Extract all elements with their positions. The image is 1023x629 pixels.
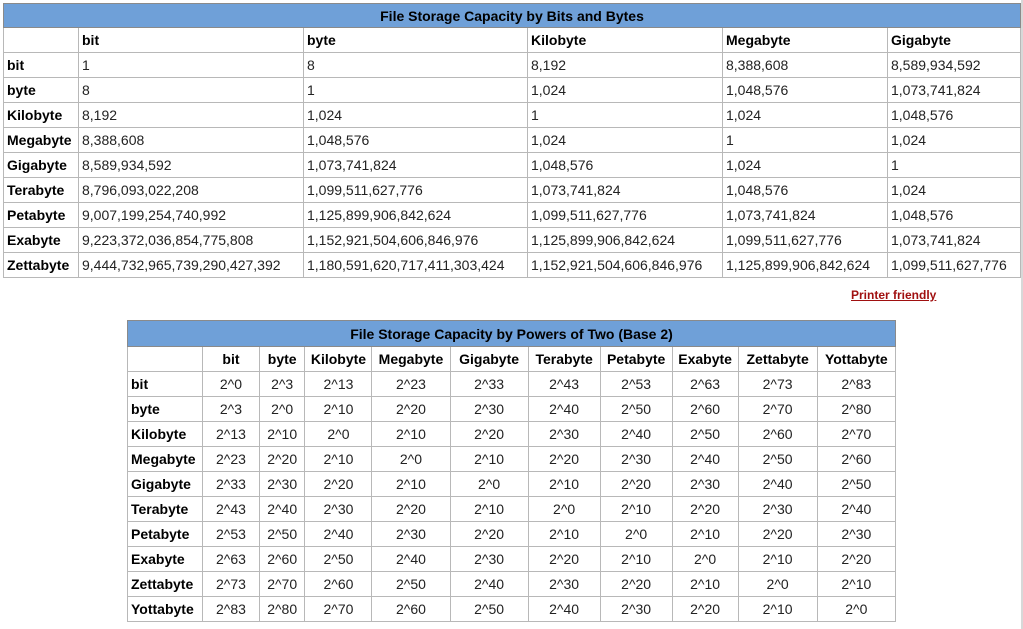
table-row xyxy=(128,472,896,497)
table-cell: 2^30 xyxy=(259,472,305,497)
table-cell: 2^40 xyxy=(305,522,372,547)
column-header: Exabyte xyxy=(672,347,738,372)
table-cell: 2^20 xyxy=(528,447,600,472)
table-cell: 2^0 xyxy=(672,547,738,572)
table-cell: 2^0 xyxy=(259,397,305,422)
table-cell: 1,099,511,627,776 xyxy=(888,253,1021,278)
column-header: Petabyte xyxy=(600,347,672,372)
table-cell: 2^60 xyxy=(305,572,372,597)
table-cell: 2^20 xyxy=(672,597,738,622)
table-cell: 2^10 xyxy=(600,497,672,522)
table-cell: 2^30 xyxy=(450,397,528,422)
powers-of-two-table xyxy=(127,320,896,622)
table-cell: 1,048,576 xyxy=(528,153,723,178)
table-cell: 1,099,511,627,776 xyxy=(723,228,888,253)
table-cell: 2^50 xyxy=(450,597,528,622)
column-header: Terabyte xyxy=(528,347,600,372)
table-cell: 1,024 xyxy=(888,128,1021,153)
header-row xyxy=(128,347,896,372)
table-title: File Storage Capacity by Bits and Bytes xyxy=(4,4,1021,28)
table-cell: 1,048,576 xyxy=(723,78,888,103)
table-cell: 2^10 xyxy=(600,547,672,572)
row-header: bit xyxy=(128,372,203,397)
column-header: byte xyxy=(304,28,528,53)
table-cell: 2^70 xyxy=(305,597,372,622)
table-cell: 1,073,741,824 xyxy=(888,228,1021,253)
table-cell: 2^40 xyxy=(259,497,305,522)
table-cell: 2^10 xyxy=(259,422,305,447)
row-header: byte xyxy=(128,397,203,422)
table-row xyxy=(128,372,896,397)
table-cell: 1,024 xyxy=(723,103,888,128)
row-header: Kilobyte xyxy=(4,103,79,128)
table-cell: 9,007,199,254,740,992 xyxy=(79,203,304,228)
table-cell: 1 xyxy=(79,53,304,78)
table-cell: 2^30 xyxy=(528,572,600,597)
table-cell: 2^50 xyxy=(672,422,738,447)
table-cell: 2^10 xyxy=(450,447,528,472)
table-cell: 2^70 xyxy=(738,397,817,422)
table-cell: 2^40 xyxy=(672,447,738,472)
table-cell: 2^50 xyxy=(259,522,305,547)
table-cell: 1,048,576 xyxy=(888,103,1021,128)
table-cell: 1,125,899,906,842,624 xyxy=(304,203,528,228)
table-cell: 2^63 xyxy=(203,547,260,572)
table-row xyxy=(4,178,1021,203)
table-cell: 2^60 xyxy=(372,597,450,622)
table-cell: 1,024 xyxy=(528,128,723,153)
column-header: bit xyxy=(79,28,304,53)
table-cell: 2^30 xyxy=(450,547,528,572)
table-cell: 2^0 xyxy=(450,472,528,497)
table-row xyxy=(128,597,896,622)
table-cell: 2^80 xyxy=(259,597,305,622)
table-cell: 2^3 xyxy=(203,397,260,422)
table-cell: 2^30 xyxy=(372,522,450,547)
column-header: byte xyxy=(259,347,305,372)
table-cell: 1,024 xyxy=(888,178,1021,203)
row-header: Zettabyte xyxy=(128,572,203,597)
table-row xyxy=(4,253,1021,278)
table-cell: 8,796,093,022,208 xyxy=(79,178,304,203)
row-header: Yottabyte xyxy=(128,597,203,622)
table-row xyxy=(128,547,896,572)
table-cell: 2^53 xyxy=(600,372,672,397)
header-row xyxy=(4,28,1021,53)
table-cell: 2^0 xyxy=(738,572,817,597)
table-cell: 2^20 xyxy=(600,572,672,597)
table-cell: 8,388,608 xyxy=(79,128,304,153)
table-cell: 2^40 xyxy=(372,547,450,572)
table-cell: 2^20 xyxy=(259,447,305,472)
row-header: Exabyte xyxy=(4,228,79,253)
column-header: Megabyte xyxy=(723,28,888,53)
table-cell: 1 xyxy=(723,128,888,153)
bits-bytes-table xyxy=(3,3,1021,278)
table-cell: 2^70 xyxy=(817,422,895,447)
table-cell: 2^20 xyxy=(528,547,600,572)
table-cell: 2^30 xyxy=(817,522,895,547)
table-cell: 2^50 xyxy=(817,472,895,497)
table-row xyxy=(128,497,896,522)
table-cell: 8,192 xyxy=(79,103,304,128)
table-cell: 1,152,921,504,606,846,976 xyxy=(304,228,528,253)
table-cell: 1,024 xyxy=(723,153,888,178)
table-cell: 2^53 xyxy=(203,522,260,547)
row-header: Exabyte xyxy=(128,547,203,572)
table-row xyxy=(4,203,1021,228)
table-row xyxy=(128,397,896,422)
table-cell: 2^23 xyxy=(372,372,450,397)
table-cell: 1,125,899,906,842,624 xyxy=(723,253,888,278)
table-title: File Storage Capacity by Powers of Two (Base 2) xyxy=(128,321,896,347)
table-cell: 2^83 xyxy=(203,597,260,622)
table-cell: 2^0 xyxy=(600,522,672,547)
corner-cell xyxy=(128,347,203,372)
corner-cell xyxy=(4,28,79,53)
table-cell: 1,073,741,824 xyxy=(304,153,528,178)
row-header: Gigabyte xyxy=(4,153,79,178)
table-cell: 2^20 xyxy=(450,522,528,547)
table-cell: 2^43 xyxy=(203,497,260,522)
table-cell: 2^10 xyxy=(528,522,600,547)
table-cell: 2^10 xyxy=(305,447,372,472)
table-cell: 2^10 xyxy=(372,422,450,447)
table-cell: 2^50 xyxy=(738,447,817,472)
table-cell: 2^73 xyxy=(203,572,260,597)
table-cell: 2^13 xyxy=(305,372,372,397)
table-cell: 2^30 xyxy=(738,497,817,522)
table-cell: 2^30 xyxy=(672,472,738,497)
table-cell: 2^30 xyxy=(600,447,672,472)
table-cell: 2^70 xyxy=(259,572,305,597)
table-cell: 1,099,511,627,776 xyxy=(304,178,528,203)
table-cell: 2^30 xyxy=(600,597,672,622)
row-header: Terabyte xyxy=(4,178,79,203)
row-header: Megabyte xyxy=(4,128,79,153)
table-cell: 2^10 xyxy=(738,597,817,622)
table-cell: 2^50 xyxy=(372,572,450,597)
table-cell: 8,192 xyxy=(528,53,723,78)
table-cell: 8,388,608 xyxy=(723,53,888,78)
table-cell: 2^40 xyxy=(817,497,895,522)
table-cell: 2^0 xyxy=(203,372,260,397)
table-cell: 2^20 xyxy=(305,472,372,497)
table-row xyxy=(4,128,1021,153)
table-row xyxy=(128,447,896,472)
table-cell: 1,099,511,627,776 xyxy=(528,203,723,228)
table-cell: 2^10 xyxy=(672,522,738,547)
table-cell: 1,048,576 xyxy=(304,128,528,153)
table-cell: 2^83 xyxy=(817,372,895,397)
table-cell: 2^60 xyxy=(259,547,305,572)
table-cell: 9,223,372,036,854,775,808 xyxy=(79,228,304,253)
table-cell: 1,152,921,504,606,846,976 xyxy=(528,253,723,278)
table-cell: 2^40 xyxy=(450,572,528,597)
table-cell: 2^40 xyxy=(600,422,672,447)
table-cell: 8 xyxy=(304,53,528,78)
table-row xyxy=(128,422,896,447)
row-header: Petabyte xyxy=(4,203,79,228)
column-header: Zettabyte xyxy=(738,347,817,372)
printer-friendly-link[interactable]: Printer friendly xyxy=(851,288,937,302)
table-cell: 2^30 xyxy=(528,422,600,447)
table-cell: 2^10 xyxy=(372,472,450,497)
table-cell: 8,589,934,592 xyxy=(888,53,1021,78)
table-cell: 1,048,576 xyxy=(723,178,888,203)
table-cell: 1 xyxy=(304,78,528,103)
table-cell: 2^0 xyxy=(528,497,600,522)
row-header: Terabyte xyxy=(128,497,203,522)
table-cell: 1 xyxy=(888,153,1021,178)
table-cell: 1,180,591,620,717,411,303,424 xyxy=(304,253,528,278)
table-cell: 2^33 xyxy=(450,372,528,397)
table-cell: 2^0 xyxy=(305,422,372,447)
table-cell: 2^50 xyxy=(600,397,672,422)
table-cell: 2^33 xyxy=(203,472,260,497)
column-header: Kilobyte xyxy=(305,347,372,372)
table-cell: 8 xyxy=(79,78,304,103)
table-cell: 1,073,741,824 xyxy=(888,78,1021,103)
table-cell: 1,125,899,906,842,624 xyxy=(528,228,723,253)
row-header: bit xyxy=(4,53,79,78)
row-header: Zettabyte xyxy=(4,253,79,278)
row-header: byte xyxy=(4,78,79,103)
table-cell: 2^10 xyxy=(817,572,895,597)
table-cell: 2^60 xyxy=(738,422,817,447)
table-cell: 2^3 xyxy=(259,372,305,397)
table-cell: 1 xyxy=(528,103,723,128)
column-header: Kilobyte xyxy=(528,28,723,53)
table-cell: 2^40 xyxy=(528,397,600,422)
row-header: Kilobyte xyxy=(128,422,203,447)
table-row xyxy=(128,522,896,547)
table-cell: 8,589,934,592 xyxy=(79,153,304,178)
table-cell: 2^10 xyxy=(672,572,738,597)
table-cell: 2^60 xyxy=(817,447,895,472)
table-row xyxy=(4,153,1021,178)
table-cell: 2^60 xyxy=(672,397,738,422)
table-cell: 2^63 xyxy=(672,372,738,397)
table-cell: 2^40 xyxy=(528,597,600,622)
table-cell: 2^20 xyxy=(450,422,528,447)
table-cell: 2^20 xyxy=(817,547,895,572)
table-cell: 2^43 xyxy=(528,372,600,397)
table-cell: 2^20 xyxy=(738,522,817,547)
row-header: Megabyte xyxy=(128,447,203,472)
row-header: Gigabyte xyxy=(128,472,203,497)
table-cell: 2^10 xyxy=(305,397,372,422)
table-cell: 1,048,576 xyxy=(888,203,1021,228)
table-cell: 2^10 xyxy=(528,472,600,497)
table-cell: 2^20 xyxy=(372,397,450,422)
table-cell: 9,444,732,965,739,290,427,392 xyxy=(79,253,304,278)
row-header: Petabyte xyxy=(128,522,203,547)
table-cell: 2^0 xyxy=(817,597,895,622)
table-cell: 2^23 xyxy=(203,447,260,472)
table-cell: 1,024 xyxy=(304,103,528,128)
table-cell: 2^20 xyxy=(672,497,738,522)
table-cell: 2^0 xyxy=(372,447,450,472)
table-cell: 2^13 xyxy=(203,422,260,447)
table-cell: 1,073,741,824 xyxy=(528,178,723,203)
table-cell: 2^30 xyxy=(305,497,372,522)
table-row xyxy=(128,572,896,597)
table-row xyxy=(4,53,1021,78)
column-header: Yottabyte xyxy=(817,347,895,372)
table-row xyxy=(4,103,1021,128)
table-cell: 2^50 xyxy=(305,547,372,572)
table-cell: 2^20 xyxy=(372,497,450,522)
table-cell: 2^40 xyxy=(738,472,817,497)
column-header: Gigabyte xyxy=(888,28,1021,53)
table-cell: 2^73 xyxy=(738,372,817,397)
column-header: Megabyte xyxy=(372,347,450,372)
table-cell: 2^20 xyxy=(600,472,672,497)
column-header: Gigabyte xyxy=(450,347,528,372)
table-row xyxy=(4,78,1021,103)
table-cell: 2^10 xyxy=(738,547,817,572)
table-cell: 2^10 xyxy=(450,497,528,522)
table-cell: 2^80 xyxy=(817,397,895,422)
column-header: bit xyxy=(203,347,260,372)
table-cell: 1,073,741,824 xyxy=(723,203,888,228)
table-cell: 1,024 xyxy=(528,78,723,103)
table-row xyxy=(4,228,1021,253)
